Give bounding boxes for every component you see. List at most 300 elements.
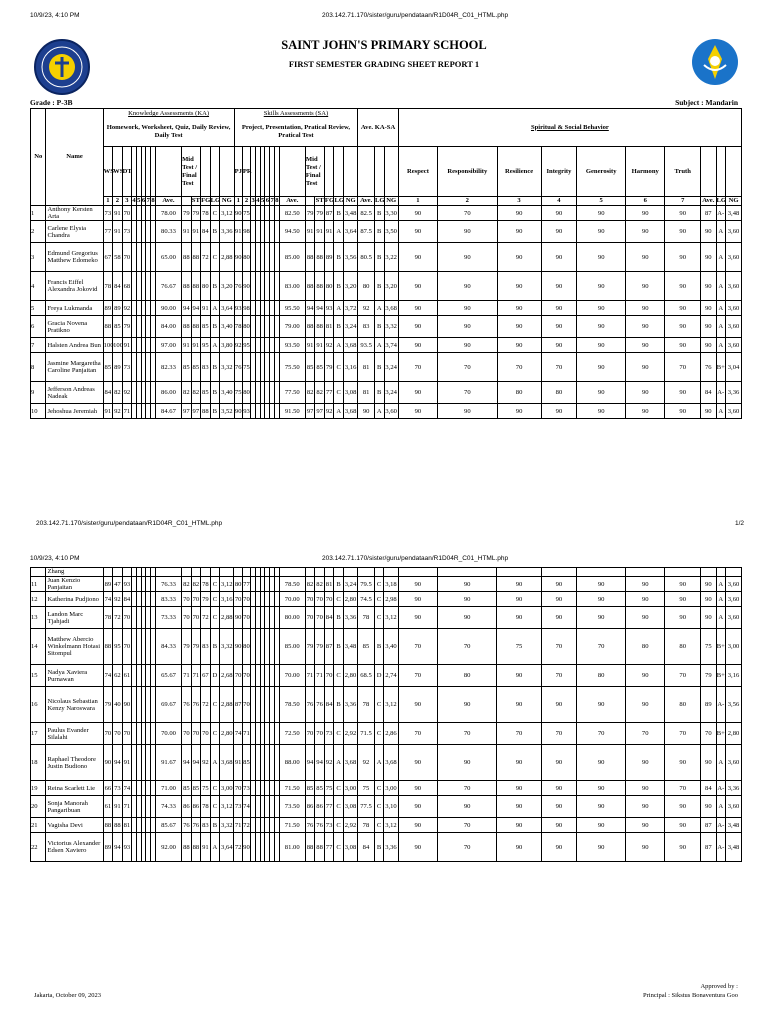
student-name: Sonja Manorah Pangaribuan [46,796,103,818]
ka-mt: 70 [182,723,192,745]
sa-score: 73 [242,781,250,796]
ka-mt: 79 [182,206,192,221]
header-sa-col: PR [242,147,250,197]
behavior-score: 90 [577,382,626,404]
sa-score: 98 [242,301,250,316]
sa-fg: 73 [324,818,334,833]
avg-ng: 3,00 [384,781,398,796]
ka-score: 89 [113,353,123,382]
student-no: 2 [31,221,46,243]
ka-score: 92 [122,301,132,316]
beh-ave: 87 [701,833,716,862]
avg-lg: B [374,833,384,862]
sa-st: 82 [315,382,325,404]
sa-fg: 79 [324,353,334,382]
header-sa-num: 8 [275,197,279,204]
student-no: 5 [31,301,46,316]
ka-ave: 65.67 [155,665,181,687]
table-cell [210,568,220,577]
behavior-score: 90 [665,404,701,419]
behavior-score: 80 [665,687,701,723]
beh-ng: 3,60 [726,272,742,301]
header-sa-num: 1 [234,197,242,206]
behavior-score: 90 [497,577,541,592]
sa-st: 79 [315,629,325,665]
header-ka-st: ST [191,197,200,204]
sa-score: 72 [242,818,250,833]
ka-ave: 78.00 [155,206,181,221]
student-row [31,687,742,723]
ka-st: 70 [191,592,201,607]
behavior-score: 90 [497,592,541,607]
behavior-score: 70 [438,206,498,221]
sa-st: 71 [315,665,325,687]
avg-lg: B [374,382,384,404]
ka-score: 88 [103,316,113,338]
student-row [31,665,742,687]
behavior-score: 90 [541,796,577,818]
sa-mt: 76 [305,687,315,723]
sa-st: 85 [315,781,325,796]
print-url: 203.142.71.170/sister/guru/pendataan/R1D04R_C01_HTML.php [322,12,509,19]
ka-score: 93 [122,833,132,862]
avg-ng: 3,32 [384,316,398,338]
ka-score: 73 [113,781,123,796]
avg-ng: 3,18 [384,577,398,592]
table-cell [384,568,398,577]
ka-ave: 69.67 [155,687,181,723]
behavior-score: 90 [497,607,541,629]
page-number: 1/2 [734,520,744,527]
ka-score: 70 [103,723,113,745]
ka-score: 70 [122,243,132,272]
ka-ng: 2,88 [220,607,234,629]
ka-ave: 86.00 [155,382,181,404]
sa-mt: 70 [305,592,315,607]
avg: 90 [358,404,375,419]
sa-ave: 71.50 [279,818,305,833]
beh-ng: 3,60 [726,607,742,629]
ka-ng: 3,16 [220,592,234,607]
sa-fg: 87 [324,629,334,665]
student-row [31,723,742,745]
ka-score: 90 [103,745,113,781]
beh-ave: 90 [701,745,716,781]
sa-st: 82 [315,577,325,592]
avg: 92 [358,301,375,316]
grading-table-page-1 [30,108,742,419]
behavior-score: 80 [665,629,701,665]
beh-lg: A [716,316,726,338]
ka-fg: 75 [201,781,211,796]
student-row [31,338,742,353]
ka-st: 76 [191,687,201,723]
behavior-score: 90 [626,272,665,301]
ka-score: 91 [103,404,113,419]
ka-fg: 84 [201,221,211,243]
sa-score: 74 [242,796,250,818]
sa-score: 90 [234,206,242,221]
ka-ng: 3,64 [220,301,234,316]
sa-fg: 89 [324,243,334,272]
sa-lg: C [334,781,344,796]
behavior-score: 90 [665,243,701,272]
behavior-score: 90 [577,607,626,629]
behavior-score: 90 [626,818,665,833]
behavior-score: 90 [437,607,497,629]
sa-score: 90 [234,607,242,629]
behavior-score: 90 [665,592,701,607]
avg-lg: B [374,272,384,301]
behavior-score: 90 [437,577,497,592]
sa-lg: C [334,796,344,818]
sa-ave: 82.50 [279,206,305,221]
sa-mt: 91 [305,338,315,353]
page-2 [0,549,768,1024]
ka-mt: 97 [182,404,192,419]
table-cell [103,568,113,577]
ka-lg: A [210,745,220,781]
sa-score: 80 [242,629,250,665]
behavior-score: 90 [577,796,626,818]
student-no: 9 [31,382,46,404]
ka-ave: 76.33 [155,577,181,592]
ka-lg: D [210,665,220,687]
behavior-score: 90 [665,206,701,221]
ka-fg: 83 [201,818,211,833]
behavior-score: 90 [497,796,541,818]
sa-ng: 3,68 [343,745,357,781]
behavior-score: 70 [497,723,541,745]
beh-lg: A [716,221,726,243]
ka-ng: 3,20 [220,272,234,301]
avg-ng: 3,24 [384,382,398,404]
ka-lg: A [210,301,220,316]
sa-score: 76 [234,353,242,382]
ka-ave: 90.00 [155,301,181,316]
ka-st: 88 [191,833,201,862]
sa-mt: 86 [305,796,315,818]
header-behavior: Generosity [577,147,626,197]
behavior-score: 70 [438,382,498,404]
student-name: Edmund Gregorius Matthew Edomeko [46,243,103,272]
behavior-score: 90 [626,301,665,316]
avg: 74.5 [358,592,375,607]
sa-score: 72 [234,833,242,862]
sa-ng: 2,80 [343,665,357,687]
print-datetime: 10/9/23, 4:10 PM [30,12,80,19]
student-row [31,404,742,419]
header-ka-desc: Homework, Worksheet, Quiz, Daily Review, Daily Test [103,119,234,147]
sa-score: 95 [242,338,250,353]
behavior-score: 90 [541,316,577,338]
student-no: 3 [31,243,46,272]
behavior-score: 90 [577,781,626,796]
behavior-score: 90 [665,607,701,629]
beh-ave: 70 [701,723,716,745]
sa-score: 71 [242,723,250,745]
student-row [31,745,742,781]
beh-lg: A- [716,687,726,723]
behavior-score: 90 [541,221,577,243]
ka-score: 100 [103,338,113,353]
header-sa-num: 3 [251,197,255,204]
sa-score: 80 [242,382,250,404]
ka-mt: 94 [182,301,192,316]
beh-ave: 75 [701,629,716,665]
behavior-score: 80 [626,629,665,665]
sa-fg: 75 [324,781,334,796]
ka-st: 94 [191,745,201,781]
avg: 83 [358,316,375,338]
ka-score: 62 [113,665,123,687]
beh-lg: A [716,301,726,316]
sa-fg: 81 [324,316,334,338]
sa-fg: 80 [324,272,334,301]
sa-fg: 77 [324,382,334,404]
ka-fg: 91 [201,833,211,862]
sa-score: 90 [234,629,242,665]
student-no: 20 [31,796,46,818]
sa-fg: 92 [324,338,334,353]
table-cell [437,568,497,577]
ka-lg: C [210,687,220,723]
behavior-score: 90 [665,221,701,243]
sa-st: 70 [315,592,325,607]
header-sa-desc: Project, Presentation, Pratical Review, Pratical Test [234,119,358,147]
table-cell [334,147,344,197]
student-no: 10 [31,404,46,419]
sa-mt: 91 [305,221,315,243]
behavior-score: 90 [398,781,437,796]
ka-fg: 91 [201,301,211,316]
beh-ng: 3,36 [726,781,742,796]
sa-lg: C [334,382,344,404]
behavior-score: 90 [665,818,701,833]
table-cell [374,568,384,577]
beh-ng: 3,60 [726,338,742,353]
table-cell [220,147,234,197]
ka-st: 86 [191,796,201,818]
student-name: Jefferson Andreas Nadeak [46,382,103,404]
beh-lg: A [716,272,726,301]
footer-url: 203.142.71.170/sister/guru/pendataan/R1D04R_C01_HTML.php [36,520,223,527]
sa-st: 88 [315,272,325,301]
behavior-score: 70 [437,818,497,833]
sa-st: 94 [315,301,325,316]
student-name: Jehoshua Jeremiah [46,404,103,419]
header-behavior-num: 3 [497,197,541,206]
ka-st: 91 [191,221,201,243]
behavior-score: 90 [398,301,437,316]
ka-st: 79 [191,629,201,665]
sa-fg: 81 [324,577,334,592]
sa-ave: 70.00 [279,665,305,687]
ka-score: 73 [122,353,132,382]
sa-ave: 85.00 [279,243,305,272]
table-cell [220,568,234,577]
avg-lg: C [374,592,384,607]
behavior-score: 90 [398,687,437,723]
ka-fg: 78 [201,206,211,221]
behavior-score: 90 [626,833,665,862]
behavior-score: 90 [541,687,577,723]
approved-by: Approved by : [700,983,738,990]
header-behavior-num: 7 [665,197,701,206]
sa-lg: B [334,629,344,665]
sa-ng: 2,92 [343,818,357,833]
grading-table-page-2 [30,567,742,862]
ka-score: 91 [113,206,123,221]
sa-ave: 93.50 [279,338,305,353]
behavior-score: 90 [497,338,541,353]
sa-mt: 76 [305,818,315,833]
student-row [31,607,742,629]
sa-mt: 85 [305,353,315,382]
avg-ng: 2,74 [384,665,398,687]
behavior-score: 90 [626,592,665,607]
behavior-score: 90 [398,338,437,353]
header-behavior: Resilience [497,147,541,197]
sa-st: 94 [315,745,325,781]
sa-score: 74 [234,723,242,745]
avg-lg: B [374,316,384,338]
ka-score: 73 [103,206,113,221]
header-behavior-num: 5 [577,197,626,206]
avg: 78 [358,687,375,723]
ka-fg: 78 [201,796,211,818]
avg: 80.5 [358,243,375,272]
table-cell [358,568,375,577]
avg-lg: C [374,723,384,745]
ka-ng: 3,12 [220,577,234,592]
behavior-score: 90 [626,745,665,781]
beh-lg: A- [716,833,726,862]
beh-ave: 84 [701,382,716,404]
behavior-score: 90 [541,818,577,833]
ka-score: 85 [103,353,113,382]
table-cell [626,568,665,577]
ka-score: 90 [122,687,132,723]
ka-ave: 82.33 [155,353,181,382]
student-name: Freya Lukmanda [46,301,103,316]
student-no: 6 [31,316,46,338]
ka-score: 88 [113,818,123,833]
sa-st: 91 [315,338,325,353]
behavior-score: 90 [626,353,665,382]
sa-lg: A [334,404,344,419]
table-cell [155,568,181,577]
behavior-score: 90 [497,221,541,243]
student-name-continued: Zhang [46,568,103,577]
student-row [31,272,742,301]
ka-lg: B [210,221,220,243]
student-no: 12 [31,592,46,607]
table-cell [701,568,716,577]
table-cell [343,147,357,197]
sa-lg: A [334,745,344,781]
ka-score: 89 [113,301,123,316]
table-cell [234,568,242,577]
sa-lg: A [334,301,344,316]
avg: 82.5 [358,206,375,221]
ka-lg: C [210,781,220,796]
ka-score: 68 [122,272,132,301]
student-name: Nicolaus Sebastian Kenzy Naroswara [46,687,103,723]
ka-ave: 83.33 [155,592,181,607]
beh-ave: 90 [701,338,716,353]
ka-score: 81 [122,818,132,833]
sa-lg: B [334,243,344,272]
behavior-score: 90 [497,316,541,338]
ka-ave: 76.67 [155,272,181,301]
sa-st: 91 [315,221,325,243]
ka-fg: 79 [201,592,211,607]
ka-lg: C [210,607,220,629]
ka-score: 91 [113,221,123,243]
behavior-score: 90 [497,665,541,687]
ka-lg: C [210,577,220,592]
behavior-score: 90 [398,577,437,592]
print-datetime-2: 10/9/23, 4:10 PM [30,555,80,562]
ka-fg: 67 [201,665,211,687]
avg-ng: 3,36 [384,833,398,862]
ka-score: 70 [122,629,132,665]
ka-ng: 3,32 [220,818,234,833]
ka-score: 70 [122,206,132,221]
behavior-score: 90 [577,818,626,833]
avg: 78 [358,818,375,833]
sa-lg: B [334,607,344,629]
ka-st: 85 [191,781,201,796]
sa-mt: 94 [305,301,315,316]
behavior-score: 70 [437,833,497,862]
beh-ave: 87 [701,206,716,221]
ka-score: 94 [113,745,123,781]
ka-lg: C [210,592,220,607]
header-ka-col: WS [103,147,113,197]
sa-score: 93 [234,301,242,316]
ka-ng: 2,80 [220,723,234,745]
sa-st: 70 [315,607,325,629]
ka-score: 70 [122,723,132,745]
ka-ave: 84.67 [155,404,181,419]
ka-score: 74 [103,665,113,687]
header-behavior: Respect [398,147,437,197]
behavior-score: 70 [497,353,541,382]
ka-score: 71 [122,404,132,419]
student-name: Anthony Kersten Arta [46,206,103,221]
avg-lg: C [374,577,384,592]
avg-lg: C [374,607,384,629]
ka-ave: 97.00 [155,338,181,353]
header-behavior-num: 2 [438,197,498,206]
header-ka-ave: Ave. [155,197,181,206]
avg-lg: D [374,665,384,687]
ka-lg: B [210,818,220,833]
behavior-score: 90 [438,221,498,243]
sa-st: 85 [315,353,325,382]
avg-ng: 3,68 [384,745,398,781]
header-behavior-num: 6 [626,197,665,206]
sa-ave: 79.00 [279,316,305,338]
sa-mt: 94 [305,745,315,781]
sa-mt: 88 [305,243,315,272]
avg: 68.5 [358,665,375,687]
behavior-score: 70 [541,723,577,745]
ka-ng: 3,52 [220,404,234,419]
ka-mt: 88 [182,243,192,272]
